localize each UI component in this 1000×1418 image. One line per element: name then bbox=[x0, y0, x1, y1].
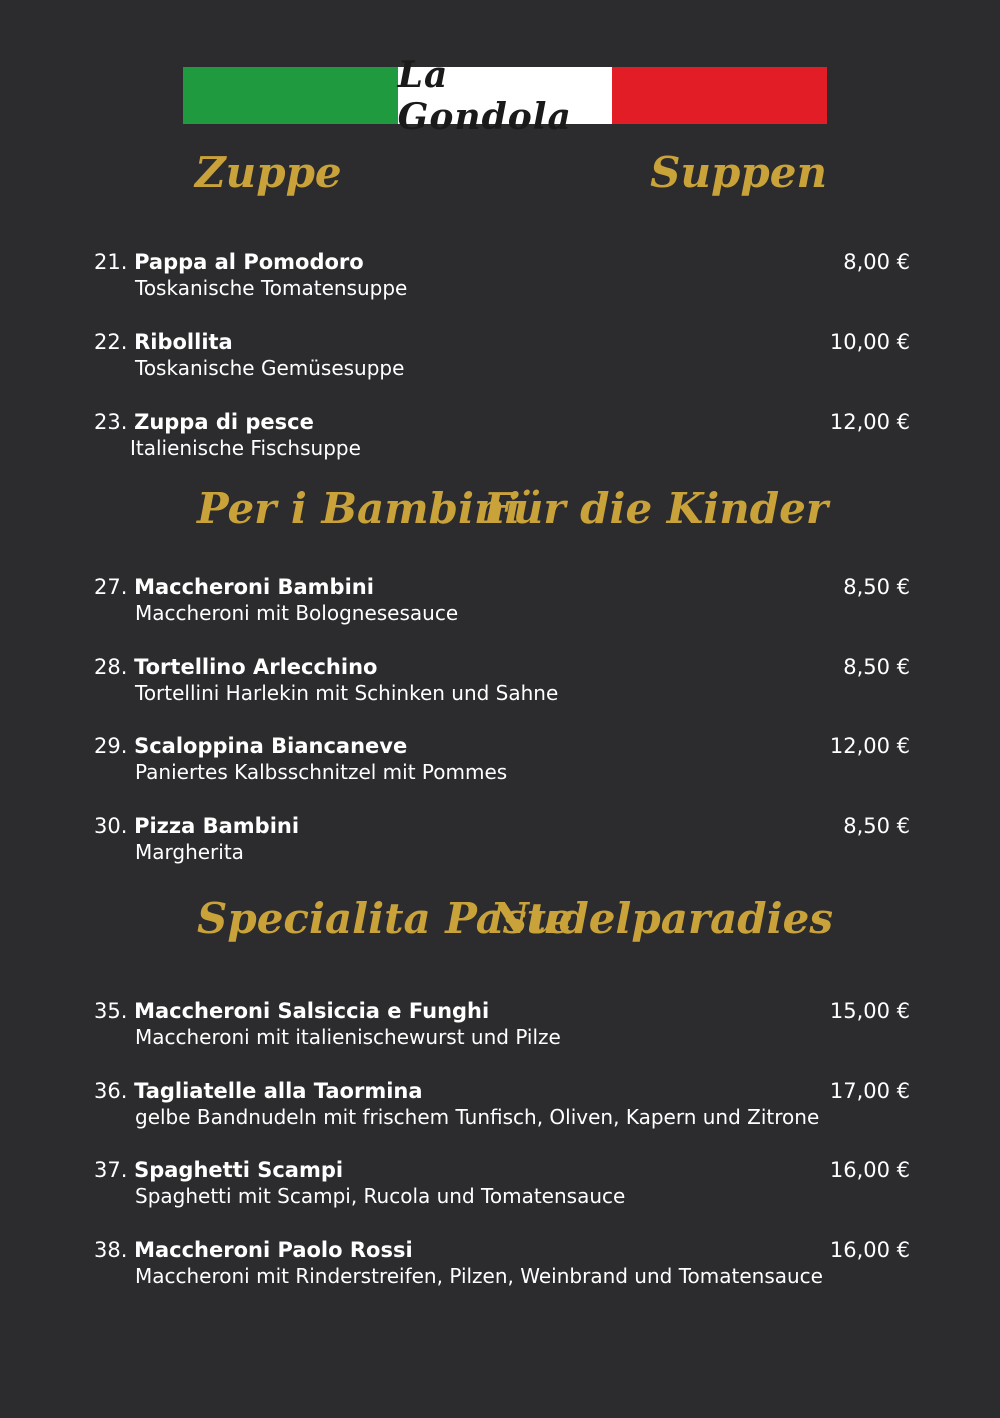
item-number: 36. bbox=[94, 1079, 128, 1103]
item-name: Maccheroni Paolo Rossi bbox=[134, 1238, 413, 1262]
menu-item bbox=[94, 249, 914, 301]
item-name: Pappa al Pomodoro bbox=[134, 250, 364, 274]
section-title-it-bambini: Per i Bambini bbox=[197, 484, 521, 533]
item-description: Toskanische Gemüsesuppe bbox=[135, 356, 405, 380]
item-description: Maccheroni mit Rinderstreifen, Pilzen, Weinbrand und Tomatensauce bbox=[135, 1264, 823, 1288]
menu-item bbox=[94, 574, 914, 626]
item-description: Maccheroni mit Bolognesesauce bbox=[135, 601, 459, 625]
menu-item bbox=[94, 733, 914, 785]
item-price: 12,00 € bbox=[829, 734, 910, 758]
restaurant-logo: La Gondola bbox=[397, 53, 572, 138]
item-description: Paniertes Kalbsschnitzel mit Pommes bbox=[135, 760, 508, 784]
item-price: 17,00 € bbox=[829, 1079, 910, 1103]
item-description: Maccheroni mit italienischewurst und Pilze bbox=[135, 1025, 561, 1049]
section-title-de-kinder: Für die Kinder bbox=[483, 484, 828, 533]
item-price: 12,00 € bbox=[829, 410, 910, 434]
item-number: 27. bbox=[94, 575, 128, 599]
item-name: Tortellino Arlecchino bbox=[134, 655, 378, 679]
item-name: Zuppa di pesce bbox=[134, 410, 314, 434]
flag-green-band bbox=[183, 67, 398, 124]
menu-item bbox=[94, 1237, 914, 1289]
section-title-it-paste: Specialita Paste bbox=[197, 894, 573, 943]
flag-white-band bbox=[397, 53, 613, 138]
item-description: Tortellini Harlekin mit Schinken und Sahne bbox=[135, 681, 559, 705]
item-price: 16,00 € bbox=[829, 1238, 910, 1262]
section-title-de-suppen: Suppen bbox=[650, 148, 827, 197]
item-name: Maccheroni Bambini bbox=[134, 575, 374, 599]
item-price: 8,50 € bbox=[843, 575, 910, 599]
item-number: 23. bbox=[94, 410, 128, 434]
item-number: 21. bbox=[94, 250, 128, 274]
item-number: 28. bbox=[94, 655, 128, 679]
item-name: Spaghetti Scampi bbox=[134, 1158, 344, 1182]
item-name: Ribollita bbox=[134, 330, 233, 354]
item-number: 30. bbox=[94, 814, 128, 838]
item-price: 10,00 € bbox=[829, 330, 910, 354]
menu-item bbox=[94, 813, 914, 865]
section-title-it-zuppe: Zuppe bbox=[195, 148, 342, 197]
item-number: 38. bbox=[94, 1238, 128, 1262]
item-number: 35. bbox=[94, 999, 128, 1023]
section-title-de-nudelparadies: Nudelparadies bbox=[490, 894, 833, 943]
menu-item bbox=[94, 329, 914, 381]
item-number: 37. bbox=[94, 1158, 128, 1182]
item-name: Tagliatelle alla Taormina bbox=[134, 1079, 423, 1103]
item-price: 8,50 € bbox=[843, 655, 910, 679]
italian-flag-banner bbox=[183, 53, 827, 138]
item-name: Pizza Bambini bbox=[134, 814, 300, 838]
menu-item bbox=[94, 998, 914, 1050]
item-description: Margherita bbox=[135, 840, 244, 864]
item-description: Spaghetti mit Scampi, Rucola und Tomatensauce bbox=[135, 1184, 626, 1208]
item-description: Toskanische Tomatensuppe bbox=[135, 276, 408, 300]
item-price: 8,00 € bbox=[843, 250, 910, 274]
menu-item bbox=[94, 1157, 914, 1209]
item-price: 16,00 € bbox=[829, 1158, 910, 1182]
item-price: 15,00 € bbox=[829, 999, 910, 1023]
menu-item bbox=[94, 654, 914, 706]
item-description: gelbe Bandnudeln mit frischem Tunfisch, Oliven, Kapern und Zitrone bbox=[135, 1105, 820, 1129]
item-name: Scaloppina Biancaneve bbox=[134, 734, 408, 758]
flag-red-band bbox=[612, 67, 827, 124]
item-price: 8,50 € bbox=[843, 814, 910, 838]
item-name: Maccheroni Salsiccia e Funghi bbox=[134, 999, 490, 1023]
menu-item bbox=[94, 1078, 914, 1130]
menu-item bbox=[94, 409, 914, 461]
item-number: 29. bbox=[94, 734, 128, 758]
item-description: Italienische Fischsuppe bbox=[130, 436, 361, 460]
item-number: 22. bbox=[94, 330, 128, 354]
